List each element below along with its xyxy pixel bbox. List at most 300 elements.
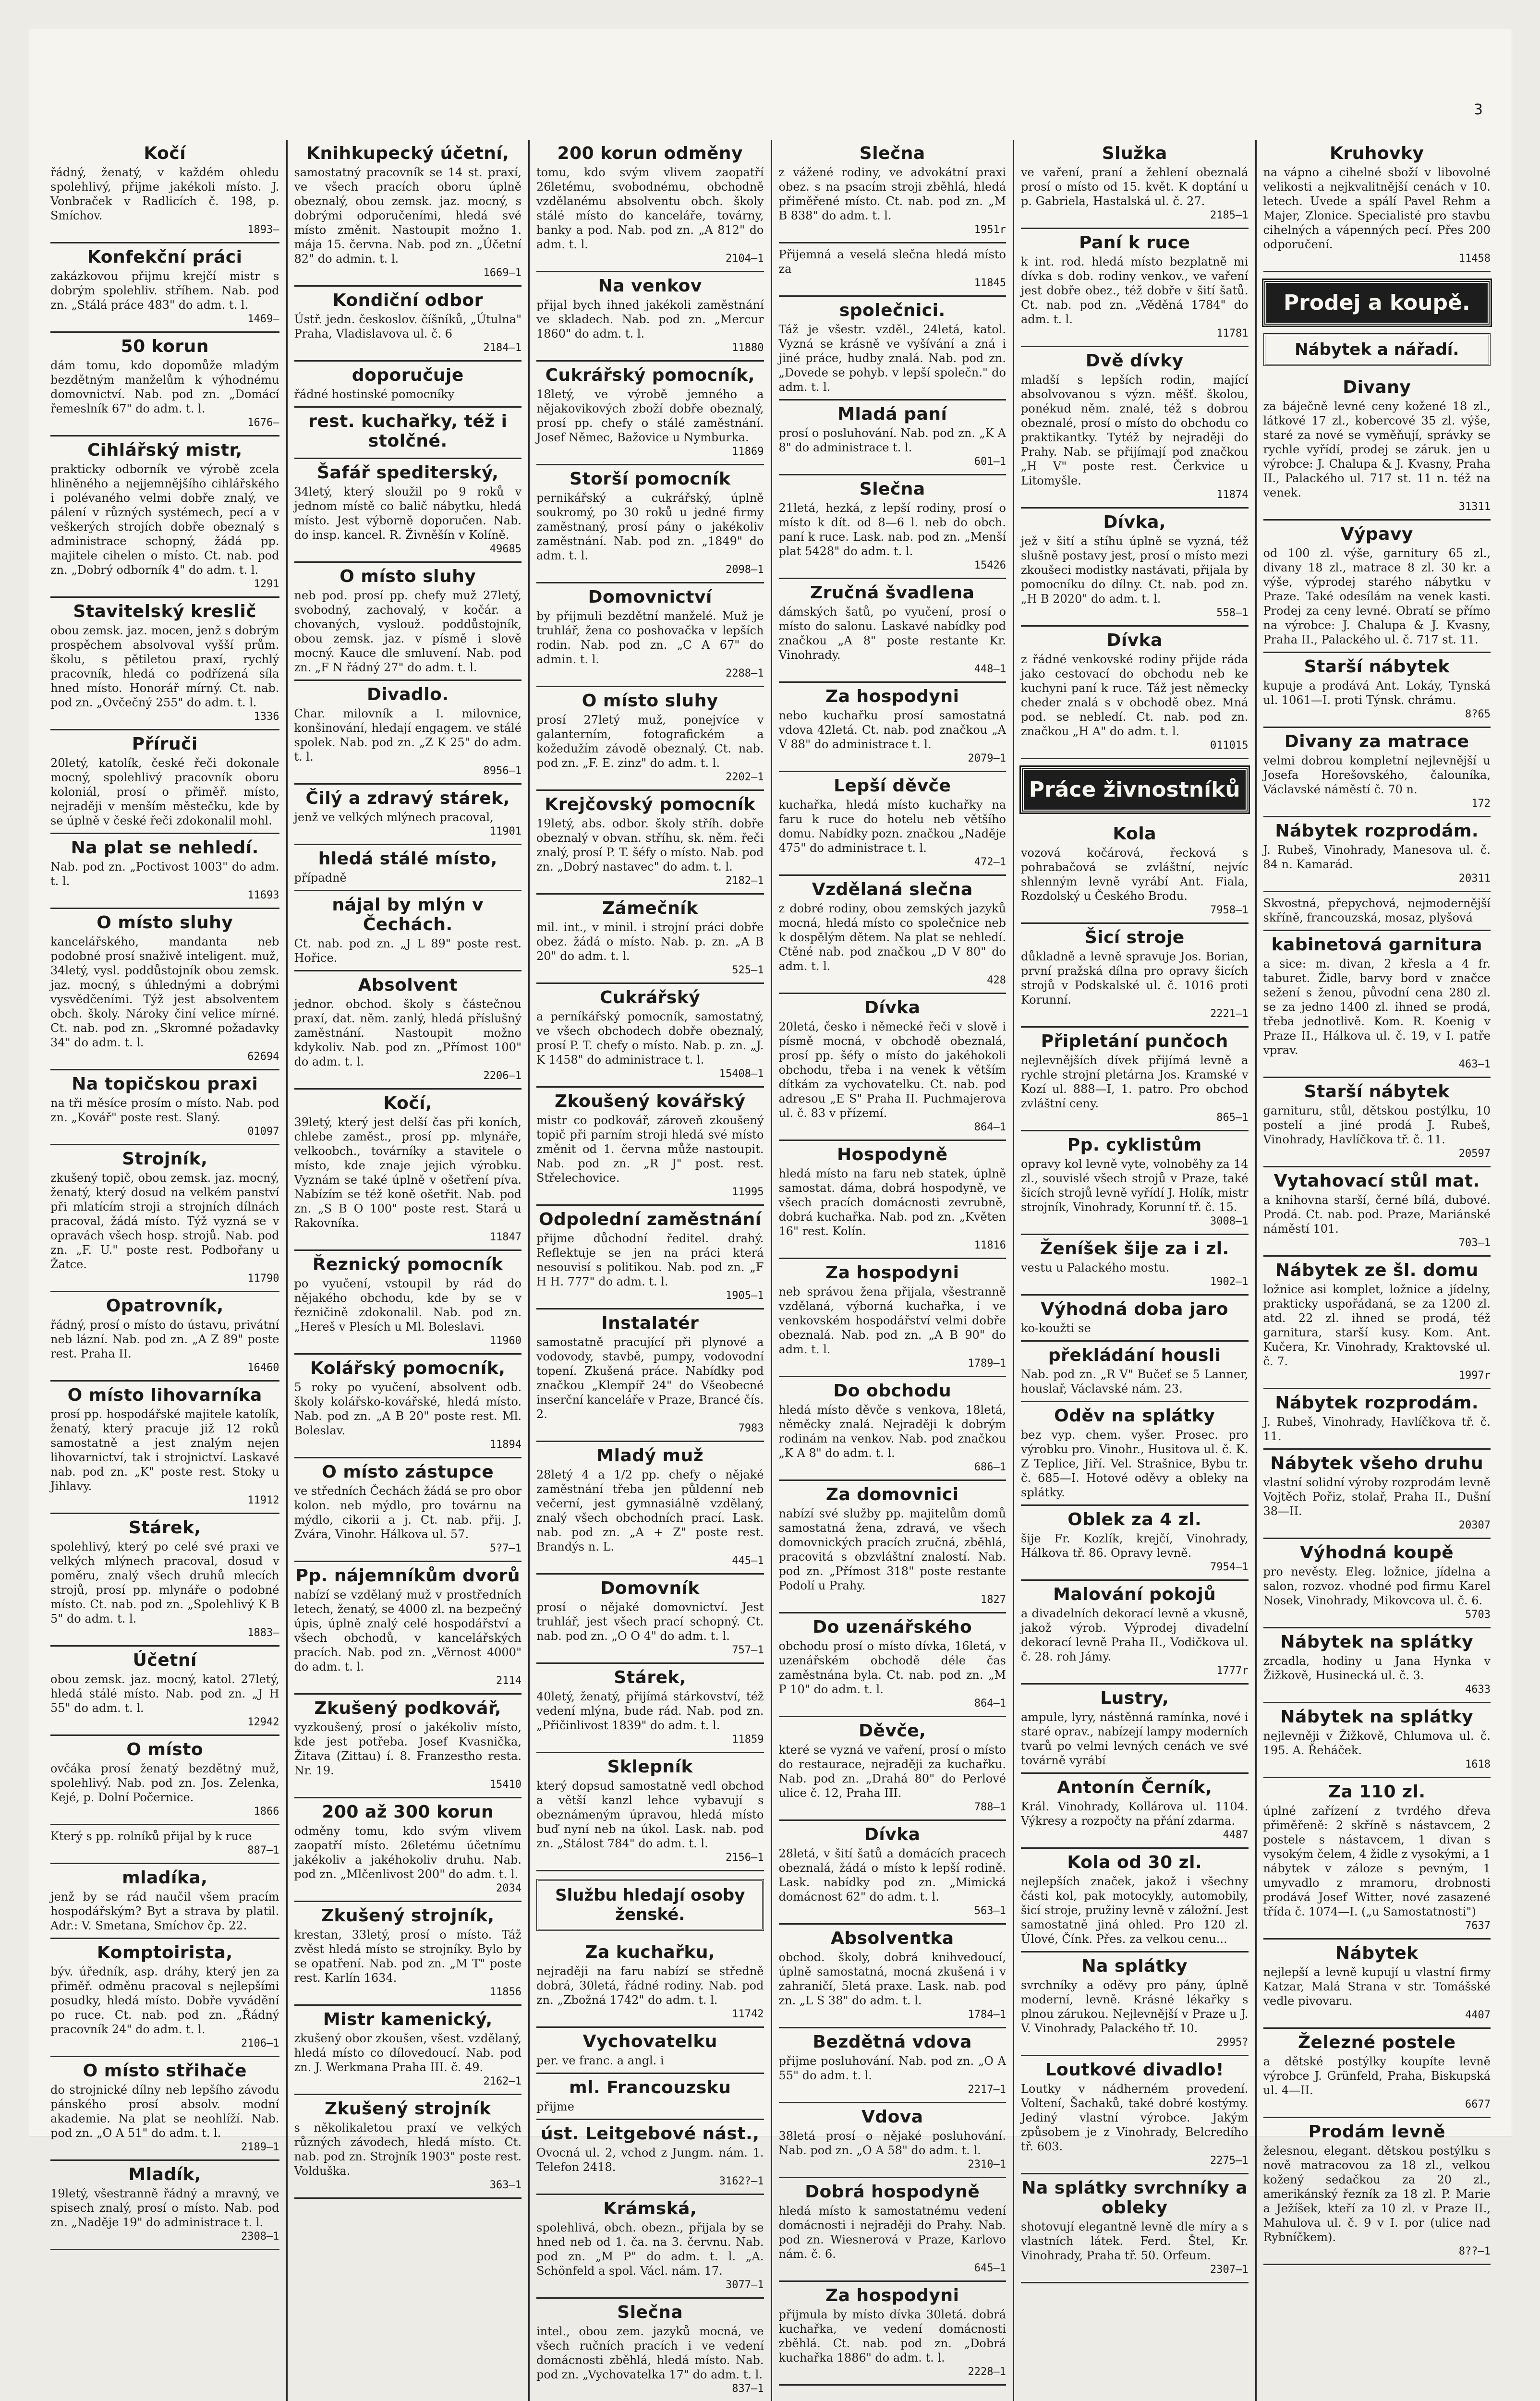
classified-ad xyxy=(294,1458,522,1562)
ad-title: Opatrovník, xyxy=(106,1296,224,1316)
ad-text: J. Rubeš, Vinohrady, Havlíčkova tř. č. 11. xyxy=(1263,1415,1491,1443)
ad-reference-number: 2189—1 xyxy=(241,2141,279,2153)
classified-ad xyxy=(1263,1167,1491,1257)
ad-title: Divany xyxy=(1343,377,1411,397)
ad-text: a sice: m. divan, 2 křesla a 4 fr. taburet. Židle, barvy bord v značce sežení s ženou, původní cena 280 zl. se za jedno 1400 zl. ihned se prodá, třeba jednotlivě. Kom. R. Koenig v Praze II., Hálkova ul. č. 19, v I. patře vprav. xyxy=(1263,957,1491,1057)
ad-text: obou zemsk. jaz. mocen, jenž s dobrým prospěchem absolvoval vyšší prům. školu, s pětiletou praxí, rychlý pracovník, hledá co podřízená síla hned místo. Honorář mírný. Ct. nab. pod zn. „Ovčečný 255" do adm. t. l. xyxy=(50,624,279,709)
ad-text: shotovují elegantně levně dle míry a s vlastních látek. Ferd. Štel, Kr. Vinohrady, Praha tř. 50. Orfeum. xyxy=(1021,2220,1249,2262)
ad-text: přijmula by místo dívka 30letá. dobrá kuchařka, ve vedení domácnosti zběhlá. Ct. nab. pod zn. „Dobrá kuchařka 1886" do adm. t. l. xyxy=(778,2308,1006,2365)
classified-ad xyxy=(294,563,522,681)
classified-ad xyxy=(1021,627,1249,759)
classified-ad xyxy=(779,1481,1006,1613)
ad-reference-number: 1291 xyxy=(254,578,279,590)
ad-text: 38letá prosí o nějaké posluhování. Nab. pod zn. „O A 58" do adm. t. l. xyxy=(778,2129,1006,2157)
ad-reference-number: 2156—1 xyxy=(726,1852,764,1864)
ad-text: Král. Vinohrady, Kollárova ul. 1104. Výkresy a rozpočty na přání zdarma. xyxy=(1021,1800,1249,1828)
classified-ad xyxy=(536,791,764,895)
ad-title: Mladík, xyxy=(128,2165,202,2184)
classified-ad xyxy=(1021,1131,1249,1235)
ad-reference-number: 12942 xyxy=(247,1716,279,1728)
ad-title: překládání housli xyxy=(1048,1346,1221,1365)
ad-title: Divany za matrace xyxy=(1284,732,1469,752)
ad-reference-number: 6677 xyxy=(1465,2098,1491,2110)
classified-ad xyxy=(1021,509,1249,627)
ad-reference-number: 31311 xyxy=(1458,501,1491,513)
classified-ad xyxy=(50,730,279,834)
ad-text: zkušený topič, obou zemsk. jaz. mocný, ženatý, který dosud na velkém panství při mlatícím stroji a strojních dílnách pracoval, žádá místo. Týž vyzná se v opravách všech hosp. strojů. Nab. pod zn. „F. U." poste rest. Podbořany u Žatce. xyxy=(50,1171,279,1271)
ad-title: Kočí xyxy=(144,144,186,163)
classified-ad xyxy=(1263,374,1491,521)
ad-title: Na plat se nehledí. xyxy=(71,838,259,858)
classified-ad xyxy=(50,1514,279,1647)
ad-text: prosí pp. hospodářské majitele katolík, ženatý, který pracuje již 12 roků samostatně a jest znalým nejen lihovarnictví, tak i strojnictví. Laskavé nab. pod zn. „K" poste rest. Stoky u Jihlavy. xyxy=(50,1407,279,1493)
ad-title: Paní k ruce xyxy=(1079,233,1190,253)
classified-ad xyxy=(779,1377,1006,1481)
ad-text: Ústř. jedn. českoslov. číšníků, „Útulna" Praha, Vladislavova ul. č. 6 xyxy=(294,313,521,340)
ad-text: 19letý, abs. odbor. školy stříh. dobře obeznalý v obvan. stříhu, sk. něm. řeči znalý, prosí P. T. šéfy o místo. Nab. pod zn. „Dobrý nastavec" do adm. t. l. xyxy=(536,817,764,873)
classified-ad xyxy=(779,876,1006,994)
ad-reference-number: 15410 xyxy=(489,1779,521,1791)
ad-text: a knihovna starší, černé bílá, dubové. Prodá. Ct. nab. pod. Praze, Mariánské náměstí 101. xyxy=(1263,1193,1491,1236)
ad-text: hledá místo na faru neb statek, úplně samostat. dáma, dobrá hospodyně, ve všech pracích domácnosti zevrubně, dobrá kuchařka. Nab. pod zn. „Květen 16" rest. Kolín. xyxy=(778,1167,1006,1238)
classified-ad xyxy=(536,2074,764,2120)
ad-text: Přijemná a veselá slečna hledá místo za xyxy=(778,248,1006,276)
ad-reference-number: 15426 xyxy=(974,559,1006,571)
ad-title: Služka xyxy=(1102,144,1167,163)
classified-ad xyxy=(1263,1940,1491,2029)
classified-ad xyxy=(779,2178,1006,2282)
ad-title: O místo střihače xyxy=(83,2061,247,2081)
classified-ad xyxy=(294,1902,522,2006)
ad-text: z dobré rodiny, obou zemských jazyků mocná, hledá místo co společnice neb k dospělým dětem. Na plat se nehledí. Ctěné nab. pod značkou „D V 80" do adm. t. l. xyxy=(778,902,1006,973)
classified-ad xyxy=(779,475,1006,579)
ad-title: Krámská, xyxy=(603,2199,697,2219)
ad-reference-number: 2104—1 xyxy=(726,253,764,265)
ad-text: případně xyxy=(294,871,347,885)
ad-title: Zámečník xyxy=(602,898,698,918)
classified-ad xyxy=(294,1251,522,1355)
ad-reference-number: 11856 xyxy=(489,1986,521,1998)
ad-reference-number: 1618 xyxy=(1465,1758,1491,1770)
ad-title: Příruči xyxy=(132,734,198,754)
ad-text: vlastní solidní výroby rozprodám levně Vojtěch Pořiz, stolař, Praha II., Dušní 38—II. xyxy=(1263,1476,1491,1518)
ad-title: Strojník, xyxy=(122,1149,208,1169)
ad-title: Storší pomocník xyxy=(570,469,731,489)
ad-text: řádné hostinské pomocníky xyxy=(294,388,455,401)
ad-reference-number: 15408—1 xyxy=(719,1068,764,1080)
classified-ad xyxy=(50,243,279,333)
classified-ad xyxy=(50,834,279,909)
ad-title: Oděv na splátky xyxy=(1054,1406,1215,1426)
column-3 xyxy=(528,140,771,2401)
ad-reference-number: 428 xyxy=(987,974,1006,986)
classified-ad xyxy=(1021,1685,1249,1774)
ad-text: na tři měsíce prosím o místo. Nab. pod zn. „Kovář" poste rest. Slaný. xyxy=(50,1096,279,1124)
ad-text: 20letá, česko i německé řeči v slově i písmě mocná, v obchodě obeznalá, prosí pp. šéfy o místo do jakéhokoli obchodu, třeba i na venek k větším dítkám za vychovatelku. Ct. nab. pod adresou „E S" Praha II. Puchmajerova ul. č. 83 v přízemí. xyxy=(778,1020,1006,1120)
ad-text: které se vyzná ve vaření, prosí o místo do restaurace, nejraději za kuchařku. Nab. pod zn. „Drahá 80" do Perlové ulice č. 12, Praha III. xyxy=(778,1743,1006,1800)
ad-title: úst. Leitgebové nást., xyxy=(541,2124,760,2144)
ad-text: ko-koužti se xyxy=(1021,1322,1091,1335)
classified-ad xyxy=(294,1090,522,1251)
ad-title: Dívka xyxy=(1106,631,1163,650)
ad-reference-number: 703—1 xyxy=(1458,1237,1491,1249)
ad-reference-number: 7983 xyxy=(738,1422,764,1434)
ad-reference-number: 11894 xyxy=(489,1439,521,1451)
ad-text: per. ve franc. a angl. i xyxy=(536,2054,664,2067)
ad-text: prosí o posluhování. Nab. pod zn. „K A 8" do administrace t. l. xyxy=(778,426,1006,454)
classified-ad xyxy=(294,1695,522,1798)
ad-reference-number: 2162—1 xyxy=(483,2075,521,2087)
ad-text: spolehlivá, obch. obezn., přijala by se hned neb od 1. ča. na 3. červnu. Nab. pod zn. „M P" do adm. t. l. „A. Schönfeld a spol. Václ. nám. 17. xyxy=(536,2221,764,2278)
ad-reference-number: 601—1 xyxy=(974,456,1006,468)
ad-text: z řádné venkovské rodiny přijde ráda jako cestovací do obchodu neb ke kuchyni paní k ruce. Táž jest německy cheder znalá s v obchodě obez. Mná pod. se nebledí. Ct. nab. pod zn. značkou „H A" do adm. t. l. xyxy=(1021,653,1249,738)
classified-ad xyxy=(1263,2029,1491,2118)
ad-title: Stárek, xyxy=(128,1518,201,1538)
ad-text: mistr co podkovář, zároveň zkoušený topič při parním stroji hledá své místo změnit od 1. června může nastoupit. Nab. pod zn. „R J" post. rest. Střelechovice. xyxy=(536,1114,764,1185)
ad-title: Pp. cyklistům xyxy=(1067,1135,1202,1155)
ad-text: tomu, kdo svým vlivem zaopatří 26letému, svobodnému, obchodně vzdělanému absolventu obch. školy stálé místo do kanceláře, továrny, banky a pod. Nab. pod zn. „A 812" do adm. t. l. xyxy=(536,166,764,251)
section-banner: Práce živnostníků xyxy=(1021,767,1249,812)
ad-text: vestu u Palackého mostu. xyxy=(1021,1261,1170,1274)
ad-text: prakticky odborník ve výrobě zcela hliněného a nejjemnějšího cihlářského i polévaného velmi dobře znalý, ve pálení v různých systémech, pecí a v veškerých strojích dobře obeznalý s administrace schopný, žádá pp. majitele cihelen o místo. Ct. nab. pod zn. „Dobrý odborník 4" do adm. t. l. xyxy=(50,462,279,577)
ad-text: nejlevnějších dívek přijímá levně a rychle strojní pletárna Jos. Kramské v Kozí ul. 888—I, 1. patro. Pro obchod zvláštní ceny. xyxy=(1021,1054,1249,1110)
classified-ad xyxy=(536,2120,764,2195)
ad-reference-number: 2221—1 xyxy=(1210,1008,1249,1020)
ad-text: Nab. pod zn. „Poctivost 1003" do adm. t. l. xyxy=(50,860,279,888)
classified-ad xyxy=(1263,728,1491,817)
ad-text: zrcadla, hodiny u Jana Hynka v Žižkově, Husinecká ul. č. 3. xyxy=(1263,1654,1491,1682)
ad-text: Ct. nab. pod zn. „J L 89" poste rest. Hořice. xyxy=(294,937,521,965)
ad-title: Komptoiristа, xyxy=(97,1943,233,1963)
classified-ad xyxy=(1263,1778,1491,1940)
ad-reference-number: 2308—1 xyxy=(241,2231,279,2243)
column-1 xyxy=(44,140,286,2401)
ad-reference-number: 4633 xyxy=(1465,1684,1491,1696)
ad-text: garnituru, stůl, dětskou postýlku, 10 postelí a jiné prodá J. Rubeš, Vinohrady, Havlíčkova tř. č. 11. xyxy=(1263,1104,1491,1146)
classified-ad xyxy=(294,891,522,971)
classified-ad xyxy=(536,687,764,791)
classified-ad xyxy=(294,971,522,1090)
ad-text: Táž je všestr. vzděl., 24letá, katol. Vyzná se krásně ve vyšívání a zná i jiné práce, hudby znalá. Nab. pod zn. „Dovede se pohyb. v lepší společn." do adm. t. l. xyxy=(778,323,1006,394)
ad-title: společnici. xyxy=(839,301,946,320)
classified-ad xyxy=(779,579,1006,683)
classified-ad xyxy=(294,2006,522,2095)
classified-ad xyxy=(779,2028,1006,2103)
classified-ad xyxy=(1021,1402,1249,1506)
ad-reference-number: 11960 xyxy=(489,1335,521,1347)
classified-ad xyxy=(50,2161,279,2250)
classified-ad xyxy=(294,459,522,563)
ad-text: neb pod. prosí pp. chefy muž 27letý, svobodný, zachovalý, v kočár. a chovaných, vyslouž. poddůstojník, obou zemsk. jaz. v písmě i slově mocný. Kauce dle smluvení. Nab. pod zn. „F N řádný 27" do adm. t. l. xyxy=(294,589,521,674)
ad-title: O místo xyxy=(126,1740,204,1759)
ad-text: který dopsud samostatně vedl obchod a větší kanzl lehce vybavují s obeznámeným úpravou, hledá místo buď nyní neb na úkol. Lask. nab. pod zn. „Stálost 784" do adm. t. l. xyxy=(536,1779,764,1850)
ad-text: pernikářský a cukrářský, úplně soukromý, po 30 roků u jedné firmy zaměstnaný, prosí pány o jakékoliv zaměstnání. Nab. pod zn. „1849" do adm. t. l. xyxy=(536,491,764,562)
ad-text: obou zemsk. jaz. mocný, katol. 27letý, hledá stálé místo. Nab. pod zn. „J H 55" do adm. t. l. xyxy=(50,1673,279,1715)
ad-reference-number: 11816 xyxy=(974,1239,1006,1251)
ad-reference-number: 2182—1 xyxy=(726,875,764,887)
ad-text: ovčáka prosí ženatý bezdětný muž, spolehlivý. Nab. pod zn. Jos. Zelenka, Kejé, p. Dolní Počernice. xyxy=(50,1762,279,1804)
ad-reference-number: 16460 xyxy=(247,1362,279,1374)
ad-reference-number: 1997r xyxy=(1458,1370,1491,1382)
section-heading: Nábytek a nářadí. xyxy=(1263,333,1491,366)
classified-ad xyxy=(294,362,522,408)
ad-title: Nábytek ze šl. domu xyxy=(1275,1261,1479,1280)
ad-text: hledá místo děvče s venkova, 18letá, něměcky znalá. Nejraději k dobrým rodinám na venkov. Nab. pod značkou „K A 8" do adm. t. l. xyxy=(778,1403,1006,1460)
ad-title: Vzdělaná slečna xyxy=(812,880,973,899)
column-6 xyxy=(1255,140,1498,2401)
ad-title: O místo sluhy xyxy=(582,691,718,711)
classified-ad xyxy=(1021,1296,1249,1342)
ad-reference-number: 1676— xyxy=(247,417,279,429)
ad-reference-number: 788—1 xyxy=(974,1801,1006,1813)
ad-reference-number: 1669—1 xyxy=(483,267,521,279)
ad-title: Loutkové divadlo! xyxy=(1045,2060,1224,2080)
classified-ad xyxy=(536,583,764,687)
ad-text: úplné zařízení z tvrdého dřeva přiměřeně: 2 skříně s nástavcem, 2 postele s nástavcem, 1 divan s vysokým čelem, 4 židle z vysokými, a 1 nábytek v záloze s pevným, 1 umyvadlo z mramoru, drobnosti prodává Josef Witter, nové zasazené třída č. 1074—I. („u Samostatnosti") xyxy=(1263,1804,1491,1918)
ad-text: 28letý 4 a 1/2 pp. chefy o nějaké zaměstnání třeba jen půldenní neb večerní, jest gymnasiálně vzdělaný, znalý všech obchodních prací. Lask. nab. pod zn. „A + Z" poste rest. Brandýs n. L. xyxy=(536,1468,764,1553)
classified-ad xyxy=(536,140,764,272)
ad-text: za báječně levné ceny kožené 18 zl., látkové 17 zl., kobercové 35 zl. výše, staré za nové se vyměňují, správky se rychle vyřídí, prodej se záruk. jen u výrobce: J. Chalupa & J. Kvasny, Praha II., Palackého ul. 717 st. 11 n. též na venek. xyxy=(1263,400,1491,499)
ad-title: Na topičskou praxi xyxy=(72,1074,258,1094)
classified-ad xyxy=(1263,1703,1491,1778)
ad-text: Nab. pod zn. „R V" Bučeť se 5 Lanner, houslař, Václavské nám. 23. xyxy=(1021,1368,1249,1395)
ad-reference-number: 757—1 xyxy=(732,1644,764,1656)
classified-ad xyxy=(50,1382,279,1514)
ad-reference-number: 5703 xyxy=(1465,1609,1491,1621)
ad-reference-number: 4407 xyxy=(1465,2009,1491,2021)
ad-reference-number: 865—1 xyxy=(1216,1112,1249,1124)
ad-reference-number: 11874 xyxy=(1216,489,1249,501)
ad-title: O místo sluhy xyxy=(340,567,476,586)
ad-text: Loutky v nádherném provedení. Voltení, Šachaků, také dobré kostýmy. Jediný vlastní výrobce. Jakým způsobem je z Vinohrady, Belcredího tř. 603. xyxy=(1021,2082,1249,2153)
classified-ad xyxy=(1021,1774,1249,1849)
ad-text: na vápno a cihelné sboží v libovolné velikosti a nejkvalitnější cenách v 10. letech. Uvede a spálí Pavel Rehm a Majer, Zlonice. Specialisté pro stavbu cihelných a vápenných pecí. Přes 200 odporučení. xyxy=(1263,166,1491,251)
ad-reference-number: 686—1 xyxy=(974,1461,1006,1473)
classified-ad xyxy=(1021,1581,1249,1685)
ad-reference-number: 3077—1 xyxy=(726,2279,764,2291)
ad-reference-number: 11880 xyxy=(732,342,764,354)
ad-title: Zkušený strojník xyxy=(324,2099,491,2119)
classified-ad xyxy=(1021,924,1249,1028)
ad-title: Odpolední zaměstnání xyxy=(538,1210,762,1229)
ad-text: J. Rubeš, Vinohrady, Manesova ul. č. 84 n. Kamarád. xyxy=(1263,843,1491,871)
classified-ad xyxy=(1021,2056,1249,2174)
ad-reference-number: 49685 xyxy=(489,543,521,555)
ad-text: ve vaření, praní a žehlení obeznalá prosí o místo od 15. květ. K doptání u p. Gabriela, Hastalská ul. č. 27. xyxy=(1021,166,1249,208)
ad-reference-number: 20597 xyxy=(1458,1148,1491,1160)
ad-reference-number: 11912 xyxy=(247,1494,279,1506)
ad-text: přijme posluhování. Nab. pod zn. „O A 55" do adm. t. l. xyxy=(778,2054,1006,2082)
ad-reference-number: 1777r xyxy=(1216,1665,1249,1677)
ad-title: Vdova xyxy=(861,2107,923,2127)
ad-text: jenž ve velkých mlýnech pracoval, xyxy=(294,811,494,824)
classified-ad xyxy=(779,1821,1006,1925)
ad-reference-number: 8956—1 xyxy=(483,765,521,777)
ad-title: Za domovnici xyxy=(825,1485,959,1504)
ad-text: k int. rod. hledá místo bezplatně mi dívka s dob. rodiny venkov., ve vaření jest dobře obez., též dobře v šití šatů. Ct. nab. pod zn. „Věděná 1784" do adm. t. l. xyxy=(1021,255,1249,326)
ad-text: bez vyp. chem. vyšer. Prosec. pro výrobku pro. Vinohr., Husitova ul. č. K. Z Teplice, Jiří. Vel. Strašnice, Bybu tr. č. 685—I. Hotové oděvy a obleky na splátky. xyxy=(1021,1428,1249,1499)
ad-reference-number: 4487 xyxy=(1223,1829,1249,1841)
ad-reference-number: 2106—1 xyxy=(241,2037,279,2049)
ad-title: Zručná švadlena xyxy=(810,583,975,603)
classified-ad xyxy=(294,1562,522,1695)
classified-ad xyxy=(1021,2174,1249,2283)
ad-reference-number: 3008—1 xyxy=(1210,1215,1249,1227)
classified-ad xyxy=(1263,140,1491,272)
classified-ad xyxy=(536,2028,764,2074)
ad-reference-number: 2079—1 xyxy=(968,752,1006,764)
ad-text: opravy kol levně vyte, volnoběhy za 14 zl., souvislé všech strojů v Praze, také šicích strojů levně vyřídí J. Holík, mistr strojník, Vinohrady, Korunní tř. č. 15. xyxy=(1021,1157,1249,1214)
ad-title: Mladá paní xyxy=(837,404,947,424)
ad-text: odměny tomu, kdo svým vlivem zaopatří místo. 26letému účetnímu jakékoliv a jakéhokoliv druhu. Nab. pod zn. „Mlčenlivost 200" do adm. t. l. xyxy=(294,1824,521,1881)
ad-title: doporučuje xyxy=(352,365,464,385)
classified-ad xyxy=(1021,1235,1249,1296)
ad-reference-number: 1951r xyxy=(974,224,1006,236)
ad-reference-number: 1883— xyxy=(247,1627,279,1639)
ad-text: ampule, lyry, nástěnná ramínka, nové i staré oprav., nabízejí lampy moderních tvarů po velmi levných cenách ve své továrně vyrábí xyxy=(1021,1710,1249,1767)
ad-reference-number: 1469— xyxy=(247,313,279,325)
ad-title: Řeznický pomocník xyxy=(312,1255,503,1274)
ad-text: samostatně pracující při plynové a vodovody, stavbě, pumpy, vodovodní topení. Zkušená práce. Nabídky pod značkou „Klempíř 24" do Všeobecné inserční kanceláře v Praze, Brancé čís. 2. xyxy=(536,1335,764,1421)
ad-text: z vážené rodiny, ve advokátní praxi obez. s na psacím stroji zběhlá, hledá přiměřené místo. Ct. nab. pod zn. „M B 838" do adm. t. l. xyxy=(778,166,1006,222)
ad-title: Připletání punčoch xyxy=(1041,1031,1228,1051)
classified-ad xyxy=(1021,1342,1249,1402)
ad-title: Antonín Černík, xyxy=(1057,1778,1213,1797)
ad-reference-number: 2310—1 xyxy=(968,2158,1006,2171)
classified-ad xyxy=(536,362,764,465)
classified-ad xyxy=(50,1647,279,1736)
ad-title: O místo sluhy xyxy=(97,913,233,933)
classified-ad xyxy=(50,909,279,1070)
ad-reference-number: 11847 xyxy=(489,1231,521,1243)
ad-text: býv. úředník, asp. dráhy, který jen za přiměř. odměnu pracoval s nejlepšími posudky, hledá místo. Dobře vyvádění po ruce. Ct. nab. pod zn. „Řádný pracovník 24" do adm. t. l. xyxy=(50,1965,279,2036)
ad-text: nejraději na faru nabízí se středně dobrá, 30letá, řádné rodiny. Nab. pod zn. „Zbožná 1742" do adm. t. l. xyxy=(536,1964,764,2007)
ad-reference-number: 7637 xyxy=(1465,1920,1491,1932)
ad-reference-number: 5?7—1 xyxy=(489,1542,521,1554)
classified-ad xyxy=(1021,140,1249,229)
ad-title: Výhodná doba jaro xyxy=(1041,1299,1229,1319)
ad-text: by přijmuli bezdětní manželé. Muž je truhlář, žena co poshovačka v lepších rodin. Nab. pod zn. „C A 67" do admin. t. l. xyxy=(536,609,764,666)
ad-reference-number: 2184—1 xyxy=(483,342,521,354)
ad-title: Šafář spediterský, xyxy=(317,463,499,483)
ad-text: kancelářského, mandanta neb podobné prosí snaživě inteligent. muž, 34letý, vysl. poddůstojník obou zemsk. jaz. mocný, s úhlednými a dobrými vysvědčeními. Týž jest absolventem obch. školy. Nároky činí velice mírné. Ct. nab. pod zn. „Skromné požadavky 34" do adm. t. l. xyxy=(50,935,279,1049)
section-heading: Službu hledají osoby ženské. xyxy=(536,1879,764,1931)
ad-text: Char. milovník a I. milovnice, konšinování, hledají engagem. ve stálé spolek. Nab. pod zn. „Z K 25" do adm. t. l. xyxy=(294,707,521,764)
classified-ad xyxy=(1021,347,1249,509)
ad-title: Kola xyxy=(1113,824,1157,844)
ad-text: dámských šatů, po vyučení, prosí o místo do salonu. Laskavé nabídky pod značkou „A 8" poste restante Kr. Vinohrady. xyxy=(778,605,1006,662)
column-4 xyxy=(771,140,1013,2401)
ad-text: nabízí své služby pp. majitelům domů samostatná žena, zdravá, ve všech domovnických pracích zručná, zběhlá, pracovitá s obzvláštní znalostí. Nab. pod zn. „Přímost 318" poste restante Podolí u Prahy. xyxy=(778,1507,1006,1592)
ad-title: Oblek za 4 zl. xyxy=(1067,1510,1202,1529)
ad-title: Absolventka xyxy=(830,1928,954,1948)
ad-text: 18letý, ve výrobě jemného a nějakovikových zboží dobře obeznalý, prosí pp. chefy o stálé zaměstnání. Josef Němec, Bažovice u Nymburka. xyxy=(536,388,764,444)
ad-text: nejlepších značek, jakož i všechny části kol, pak motocykly, automobily, šicí stroje, pružiny levně v záložní. Jest samostatně jiná ohled. Pro 120 zl. Úlové, Čínk. Přes. za velkou cenu... xyxy=(1021,1875,1249,1946)
ad-text: řádný, ženatý, v každém ohledu spolehlivý, přijme jakékoli místo. J. Vonbraček v Radlicích č. 198, p. Smíchov. xyxy=(50,166,279,222)
ad-title: Čilý a zdravý stárek, xyxy=(305,788,510,808)
classified-ad xyxy=(1021,1028,1249,1131)
ad-text: prosí 27letý muž, ponejvíce v galanterním, fotografickém a kožedužím závodě obeznalý. Ct. nab. pod zn. „F. E. zinz" do adm. t. l. xyxy=(536,713,764,770)
ad-reference-number: 472—1 xyxy=(974,856,1006,868)
ad-reference-number: 11859 xyxy=(732,1734,764,1746)
ad-title: Divadlo. xyxy=(367,685,449,704)
ad-reference-number: 448—1 xyxy=(974,663,1006,675)
ad-title: Slečna xyxy=(859,144,925,163)
classified-ad xyxy=(294,1798,522,1902)
classified-ad xyxy=(294,140,522,287)
ad-text: pro nevěsty. Eleg. ložnice, jídelna a salon, rozvoz. vhodné pod firmu Karel Nosek, Vinohrady, Mikovcova ul. č. 6. xyxy=(1263,1565,1491,1607)
ad-reference-number: 11458 xyxy=(1458,253,1491,265)
classified-ad xyxy=(779,1259,1006,1377)
ad-title: Výpavy xyxy=(1340,524,1413,544)
ad-text: Skvostná, přepychová, nejmodernější skříně, francouzská, mosaz, plyšová xyxy=(1263,897,1491,924)
ad-title: rest. kuchařky, též i stolčné. xyxy=(308,412,508,451)
ad-reference-number: 558—1 xyxy=(1216,607,1249,619)
ad-text: do strojnické dílny neb lepšího závodu pánského prosí absolv. modní akademie. Na plat se neohlíží. Nab. pod zn. „O A 51" do adm. t. l. xyxy=(50,2083,279,2140)
classified-ad xyxy=(50,1939,279,2057)
ad-text: 21letá, hezká, z lepší rodiny, prosí o místo k dít. od 8—6 l. neb do obch. paní k ruce. Lask. nab. pod zn. „Menší plat 5428" do adm. t. l. xyxy=(778,501,1006,558)
ad-reference-number: 525—1 xyxy=(732,964,764,976)
ad-title: kabinetová garnitura xyxy=(1271,935,1482,955)
classified-ad xyxy=(1263,1450,1491,1539)
ad-reference-number: 864—1 xyxy=(974,1121,1006,1133)
column-2 xyxy=(286,140,529,2401)
ad-reference-number: 887—1 xyxy=(247,1844,279,1856)
classified-columns xyxy=(44,140,1497,2395)
ad-reference-number: 563—1 xyxy=(974,1905,1006,1917)
ad-reference-number: 2202—1 xyxy=(726,771,764,783)
ad-reference-number: 1866 xyxy=(254,1806,279,1818)
ad-title: Konfekční práci xyxy=(87,247,243,267)
ad-reference-number: 2307—1 xyxy=(1210,2264,1249,2276)
ad-text: kuchařka, hledá místo kuchařky na faru k ruce do hotelu neb většího domu. Nabídky pozn. značkou „Naděje 475" do administrace t. l. xyxy=(778,798,1006,855)
classified-ad xyxy=(536,465,764,583)
ad-reference-number: 7958—1 xyxy=(1210,904,1249,916)
page-number: 3 xyxy=(1473,101,1483,118)
ad-title: Knihkupecký účetní, xyxy=(306,144,509,163)
ad-text: nebo kuchařku prosí samostatná vdova 42letá. Ct. nab. pod značkou „A V 88" do administrace t. l. xyxy=(778,709,1006,751)
ad-title: Starší nábytek xyxy=(1304,657,1450,677)
ad-text: obchodu prosí o místo dívka, 16letá, v uzenářském obchodě déle čas zaměstnána byla. Ct. nab. pod zn. „M P 10" do adm. t. l. xyxy=(778,1639,1006,1696)
classified-ad xyxy=(536,1206,764,1310)
ad-reference-number: 11790 xyxy=(247,1273,279,1285)
ad-text: 34letý, který sloužil po 9 roků v jednom místě co balič nábytku, hledá místo. Jest výborně doporučen. Nab. do insp. kancel. R. Živněšín v Kolíně. xyxy=(294,485,521,542)
classified-ad xyxy=(779,1717,1006,1821)
ad-title: Za hospodyni xyxy=(825,2286,959,2305)
classified-ad xyxy=(1021,1506,1249,1581)
ad-reference-number: 837—1 xyxy=(732,2383,764,2395)
ad-text: 20letý, katolík, české řeči dokonale mocný, spolehlivý pracovník oboru koloniál, prosí o přiměř. místo, nejraději v menším městečku, kde by se úplně v české řeči zdokonalil mohl. xyxy=(50,756,279,827)
classified-ad xyxy=(1021,1849,1249,1952)
ad-text: přijme xyxy=(536,2100,574,2113)
ad-reference-number: 2098—1 xyxy=(726,564,764,576)
ad-reference-number: 2288—1 xyxy=(726,667,764,679)
classified-ad xyxy=(779,2282,1006,2386)
classified-ad xyxy=(50,1292,279,1382)
classified-ad xyxy=(779,2103,1006,2178)
classified-ad xyxy=(50,1864,279,1939)
ad-title: Za hospodyni xyxy=(825,1263,959,1283)
ad-reference-number: 8?65 xyxy=(1465,708,1491,720)
ad-title: Zkoušený kovářský xyxy=(555,1091,746,1111)
ad-reference-number: 363—1 xyxy=(489,2179,521,2191)
classified-ad xyxy=(536,272,764,362)
ad-title: nájal by mlýn v Čechách. xyxy=(332,895,484,934)
classified-ad xyxy=(779,994,1006,1141)
ad-text: přijme důchodní ředitel. drahý. Reflektuje se jen na práci která nesouvisí s politikou. Nab. pod zn. „F H H. 777" do adm. t. l. xyxy=(536,1232,764,1288)
classified-ad xyxy=(779,297,1006,400)
ad-title: Za 110 zl. xyxy=(1328,1782,1426,1802)
